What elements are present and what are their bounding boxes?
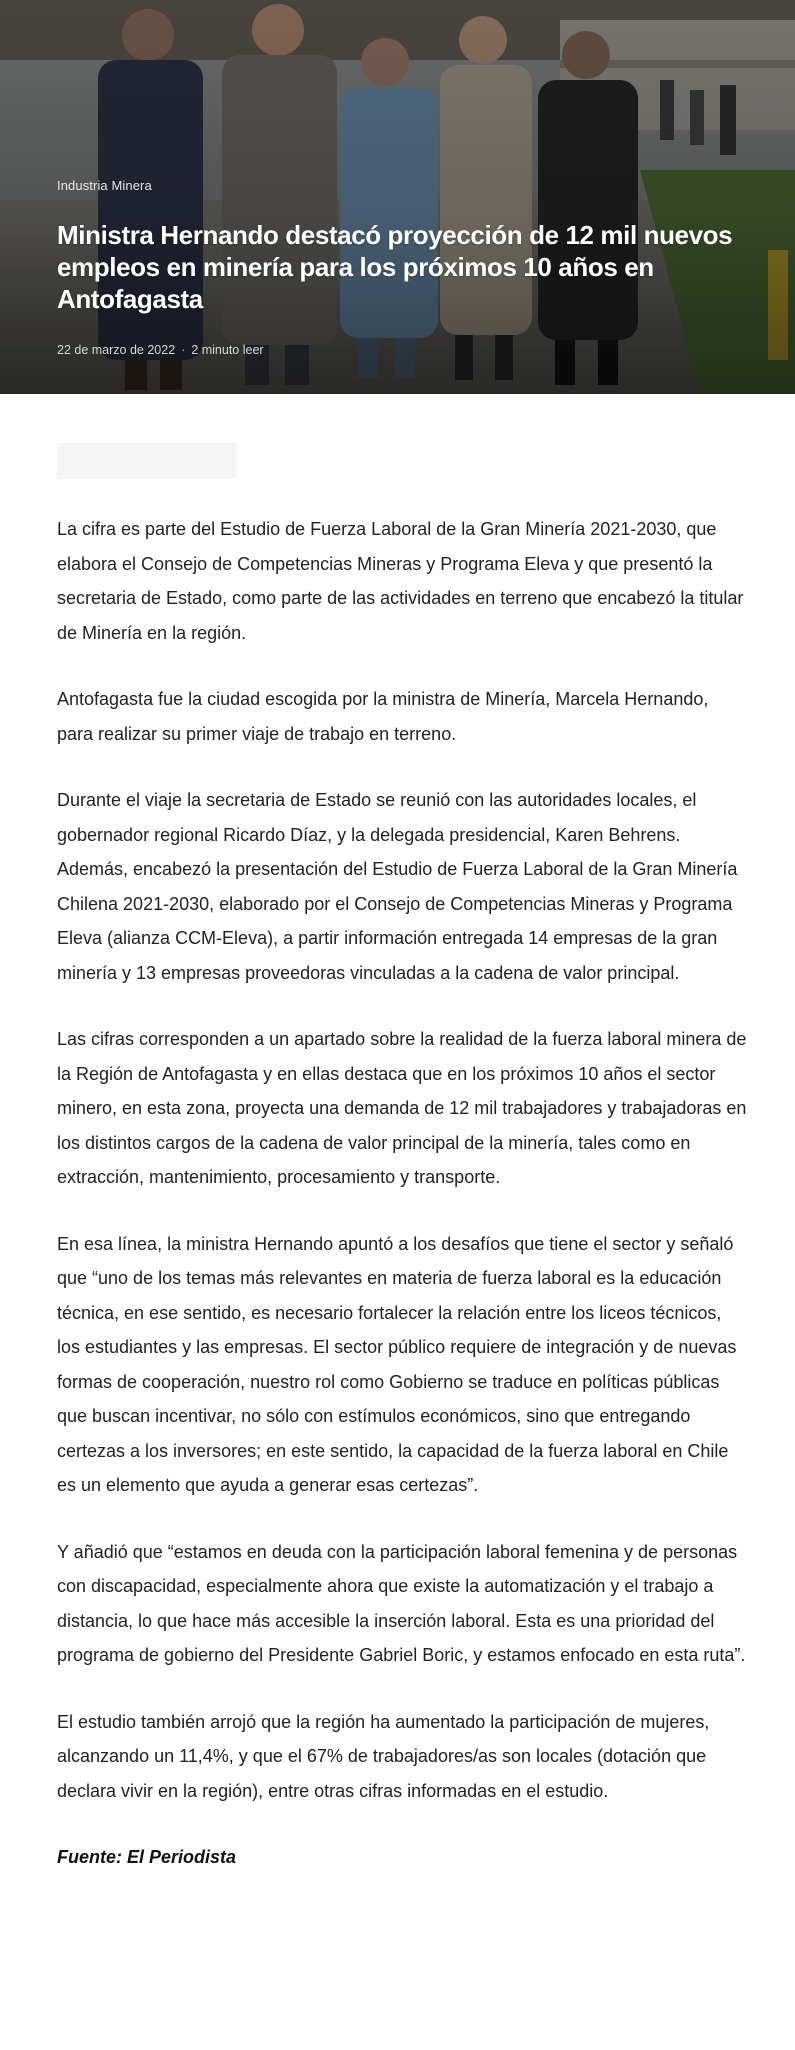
article-meta <box>57 343 757 357</box>
article-body <box>57 512 747 1874</box>
publish-date: 22 de marzo de 2022 <box>57 343 176 357</box>
article-source: Fuente: El Periodista <box>57 1847 237 1867</box>
paragraph: Durante el viaje la secretaria de Estado se reunió con las autoridades locales, el gobernador regional Ricardo Díaz, y la delegada presidencial, Karen Behrens. Además, encabezó la presentación del Estudio de Fuerza Laboral de la Gran Minería Chilena 2021-2030, elaborado por el Consejo de Competencias Mineras y Programa Eleva (alianza CCM-Eleva), a partir información entregada 14 empresas de la gran minería y 13 empresas proveedoras vinculadas a la cadena de valor principal. <box>57 790 738 983</box>
paragraph: Las cifras corresponden a un apartado sobre la realidad de la fuerza laboral minera de la Región de Antofagasta y en ellas destaca que en los próximos 10 años el sector minero, en esta zona, proyecta una demanda de 12 mil trabajadores y trabajadoras en los distintos cargos de la cadena de valor principal de la minería, tales como en extracción, mantenimiento, procesamiento y transporte. <box>57 1029 747 1187</box>
hero-banner <box>0 0 795 394</box>
paragraph: En esa línea, la ministra Hernando apuntó a los desafíos que tiene el sector y señaló que “uno de los temas más relevantes en materia de fuerza laboral es la educación técnica, en ese sentido, es necesario fortalecer la relación entre los liceos técnicos, los estudiantes y las empresas. El sector público requiere de integración y de nuevas formas de cooperación, nuestro rol como Gobierno se traduce en políticas públicas que buscan incentivar, no sólo con estímulos económicos, sino que entregando certezas a los inversores; en este sentido, la capacidad de la fuerza laboral en Chile es un elemento que ayuda a generar esas certezas”. <box>57 1233 737 1495</box>
read-time: 2 minuto leer <box>191 343 264 357</box>
paragraph: Antofagasta fue la ciudad escogida por la ministra de Minería, Marcela Hernando, para realizar su primer viaje de trabajo en terreno. <box>57 689 709 744</box>
hero-content <box>57 178 757 357</box>
article-title: Ministra Hernando destacó proyección de 12 mil nuevos empleos en minería para los próximos 10 años en Antofagasta <box>57 220 733 314</box>
paragraph: La cifra es parte del Estudio de Fuerza Laboral de la Gran Minería 2021-2030, que elabora el Consejo de Competencias Mineras y Programa Eleva y que presentó la secretaria de Estado, como parte de las actividades en terreno que encabezó la titular de Minería en la región. <box>57 519 744 643</box>
paragraph: Y añadió que “estamos en deuda con la participación laboral femenina y de personas con discapacidad, especialmente ahora que existe la automatización y el trabajo a distancia, lo que hace más accesible la inserción laboral. Esta es una prioridad del programa de gobierno del Presidente Gabriel Boric, y estamos enfocado en esta ruta”. <box>57 1541 746 1665</box>
category-link[interactable]: Industria Minera <box>57 178 152 193</box>
meta-separator: · <box>181 343 186 357</box>
paragraph: El estudio también arrojó que la región ha aumentado la participación de mujeres, alcanzando un 11,4%, y que el 67% de trabajadores/as son locales (dotación que declara vivir en la región), entre otras cifras informadas en el estudio. <box>57 1711 710 1801</box>
share-placeholder <box>57 443 237 479</box>
